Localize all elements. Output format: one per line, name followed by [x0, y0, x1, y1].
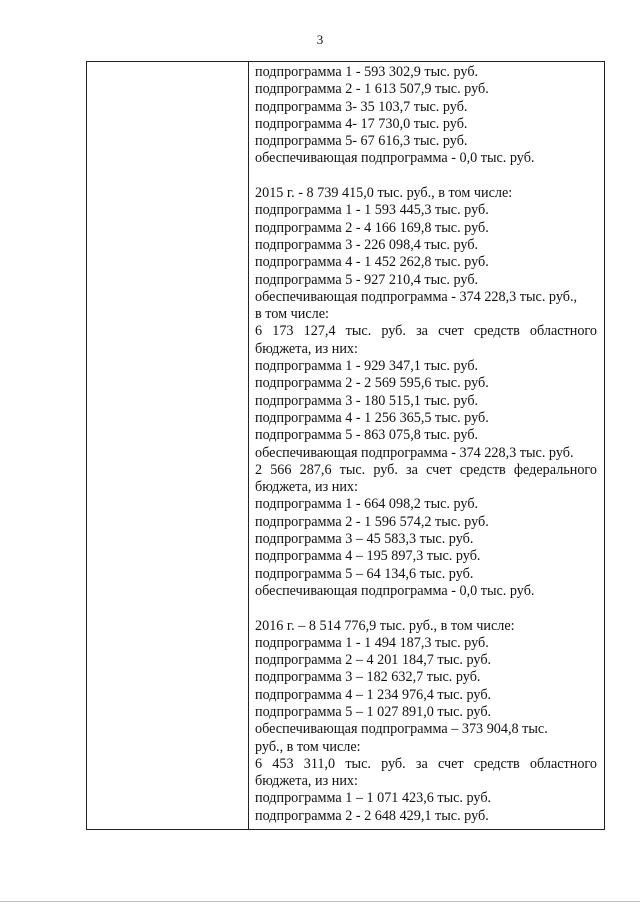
text-line: подпрограмма 3 – 45 583,3 тыс. руб.	[255, 531, 474, 548]
text-line: обеспечивающая подпрограмма - 0,0 тыс. руб.	[255, 582, 535, 599]
spacer	[255, 600, 597, 617]
text-line: подпрограмма 3- 35 103,7 тыс. руб.	[255, 98, 468, 115]
text-line: подпрограмма 5 – 1 027 891,0 тыс. руб.	[255, 703, 492, 720]
page-bottom-edge	[0, 901, 640, 902]
page-number: 3	[316, 32, 324, 47]
funding-cell	[255, 64, 597, 825]
text-line: подпрограмма 2 - 4 166 169,8 тыс. руб.	[255, 219, 489, 236]
text-line: 2 566 287,6 тыс. руб. за счет средств федерального	[255, 461, 597, 478]
text-line: подпрограмма 2 - 2 569 595,6 тыс. руб.	[255, 375, 489, 392]
text-line: подпрограмма 2 - 1 613 507,9 тыс. руб.	[255, 81, 489, 98]
text-line: 6 173 127,4 тыс. руб. за счет средств областного	[255, 323, 597, 340]
text-line: подпрограмма 2 - 1 596 574,2 тыс. руб.	[255, 513, 489, 530]
text-line: обеспечивающая подпрограмма - 374 228,3 тыс. руб.	[255, 444, 574, 461]
text-line: обеспечивающая подпрограмма - 0,0 тыс. руб.	[255, 150, 535, 167]
text-line: обеспечивающая подпрограмма - 374 228,3 тыс. руб.,	[255, 288, 578, 305]
text-line: руб., в том числе:	[255, 738, 361, 755]
text-line: подпрограмма 4 - 1 452 262,8 тыс. руб.	[255, 254, 489, 271]
text-line: бюджета, из них:	[255, 340, 358, 357]
column-divider	[248, 62, 249, 829]
funding-table	[86, 61, 605, 830]
text-line: подпрограмма 5 - 863 075,8 тыс. руб.	[255, 427, 479, 444]
year-2016-header: 2016 г. – 8 514 776,9 тыс. руб., в том числе:	[255, 617, 515, 634]
text-line: подпрограмма 3 - 180 515,1 тыс. руб.	[255, 392, 479, 409]
text-line: подпрограмма 4- 17 730,0 тыс. руб.	[255, 115, 468, 132]
text-line: подпрограмма 3 – 182 632,7 тыс. руб.	[255, 669, 481, 686]
text-line: подпрограмма 1 - 593 302,9 тыс. руб.	[255, 64, 479, 80]
text-line: подпрограмма 3 - 226 098,4 тыс. руб.	[255, 236, 479, 253]
text-line: подпрограмма 1 – 1 071 423,6 тыс. руб.	[255, 790, 492, 807]
text-line: подпрограмма 4 - 1 256 365,5 тыс. руб.	[255, 409, 489, 426]
text-line: подпрограмма 1 - 1 494 187,3 тыс. руб.	[255, 634, 489, 651]
text-line: подпрограмма 1 - 664 098,2 тыс. руб.	[255, 496, 479, 513]
text-line: подпрограмма 1 - 929 347,1 тыс. руб.	[255, 358, 479, 375]
text-line: подпрограмма 1 - 1 593 445,3 тыс. руб.	[255, 202, 489, 219]
text-line: подпрограмма 5- 67 616,3 тыс. руб.	[255, 133, 468, 150]
text-line: подпрограмма 5 - 927 210,4 тыс. руб.	[255, 271, 479, 288]
text-line: бюджета, из них:	[255, 479, 358, 496]
year-2015-header: 2015 г. - 8 739 415,0 тыс. руб., в том числе:	[255, 185, 513, 202]
text-line: подпрограмма 4 – 1 234 976,4 тыс. руб.	[255, 686, 492, 703]
text-line: подпрограмма 2 – 4 201 184,7 тыс. руб.	[255, 652, 492, 669]
text-line: бюджета, из них:	[255, 773, 358, 790]
text-line: подпрограмма 2 - 2 648 429,1 тыс. руб.	[255, 807, 489, 824]
text-line: подпрограмма 4 – 195 897,3 тыс. руб.	[255, 548, 481, 565]
text-line: 6 453 311,0 тыс. руб. за счет средств областного	[255, 755, 597, 772]
text-line: обеспечивающая подпрограмма – 373 904,8 тыс.	[255, 721, 548, 738]
spacer	[255, 168, 597, 185]
text-line: подпрограмма 5 – 64 134,6 тыс. руб.	[255, 565, 474, 582]
text-line: в том числе:	[255, 306, 329, 323]
